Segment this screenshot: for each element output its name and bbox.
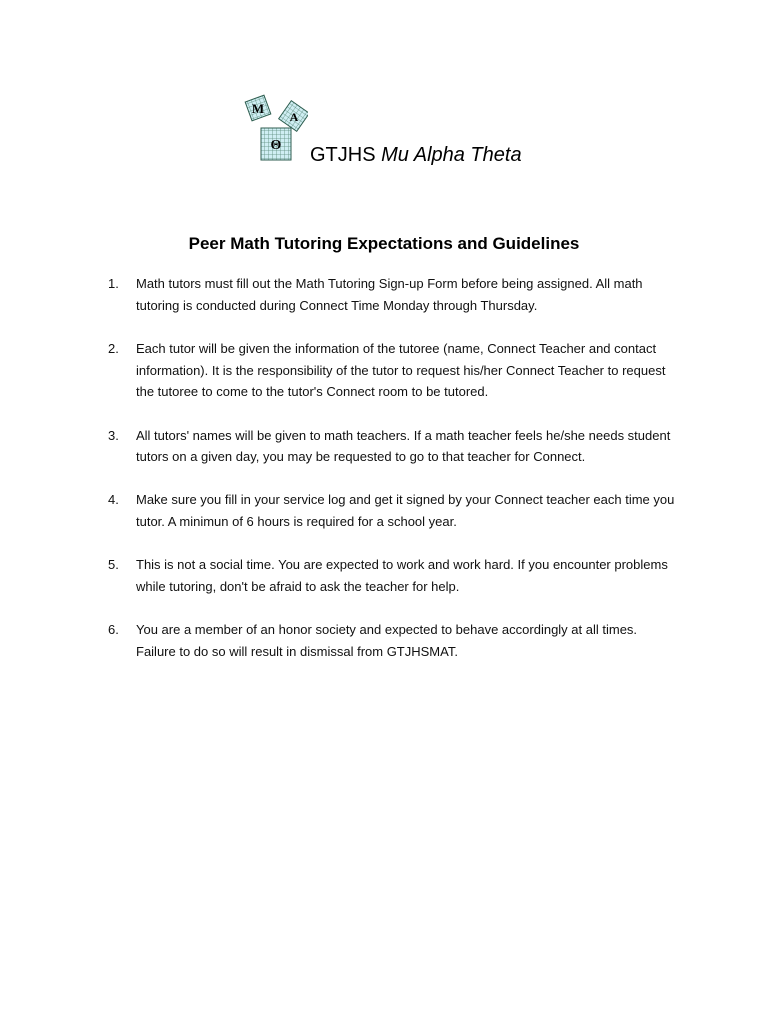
- item-text: Make sure you fill in your service log and get it signed by your Connect teacher each time you tutor. A minimun of 6 hours is required for a school year.: [136, 492, 675, 530]
- logo-letter-theta: Θ: [270, 138, 282, 153]
- item-number: 2.: [108, 340, 119, 356]
- list-item: [108, 619, 678, 662]
- item-number: 3.: [108, 427, 119, 443]
- item-number: 6.: [108, 622, 119, 638]
- list-item: [108, 489, 678, 532]
- item-text: This is not a social time. You are expected to work and work hard. If you encounter problems while tutoring, don't be afraid to ask the teacher for help.: [136, 557, 668, 595]
- item-number: 5.: [108, 557, 119, 573]
- org-prefix: GTJHS: [310, 144, 376, 166]
- list-item: [108, 338, 678, 403]
- guidelines-list: [108, 273, 678, 684]
- list-item: [108, 273, 678, 316]
- logo-letter-m: M: [251, 101, 265, 116]
- mu-alpha-theta-logo: [244, 94, 308, 166]
- item-text: You are a member of an honor society and expected to behave accordingly at all times. Failure to do so will result in dismissal from GTJHSMAT.: [136, 622, 638, 659]
- item-number: 4.: [108, 492, 119, 508]
- logo-letter-a: A: [289, 110, 299, 124]
- org-name: Mu Alpha Theta: [381, 144, 522, 166]
- organization-title: [310, 142, 522, 168]
- item-text: Each tutor will be given the information of the tutoree (name, Connect Teacher and contact information). It is the responsibility of the tutor to request his/her Connect Teacher to request the tutoree to come to the tutor's Connect room to be tutored.: [136, 340, 666, 400]
- document-title: Peer Math Tutoring Expectations and Guidelines: [188, 234, 580, 253]
- item-text: Math tutors must fill out the Math Tutoring Sign-up Form before being assigned. All math tutoring is conducted during Connect Time Monday through Thursday.: [136, 276, 643, 313]
- list-item: [108, 554, 678, 597]
- list-item: [108, 425, 678, 468]
- item-text: All tutors' names will be given to math teachers. If a math teacher feels he/she needs student tutors on a given day, you may be requested to go to that teacher for Connect.: [136, 427, 671, 465]
- item-number: 1.: [108, 276, 119, 291]
